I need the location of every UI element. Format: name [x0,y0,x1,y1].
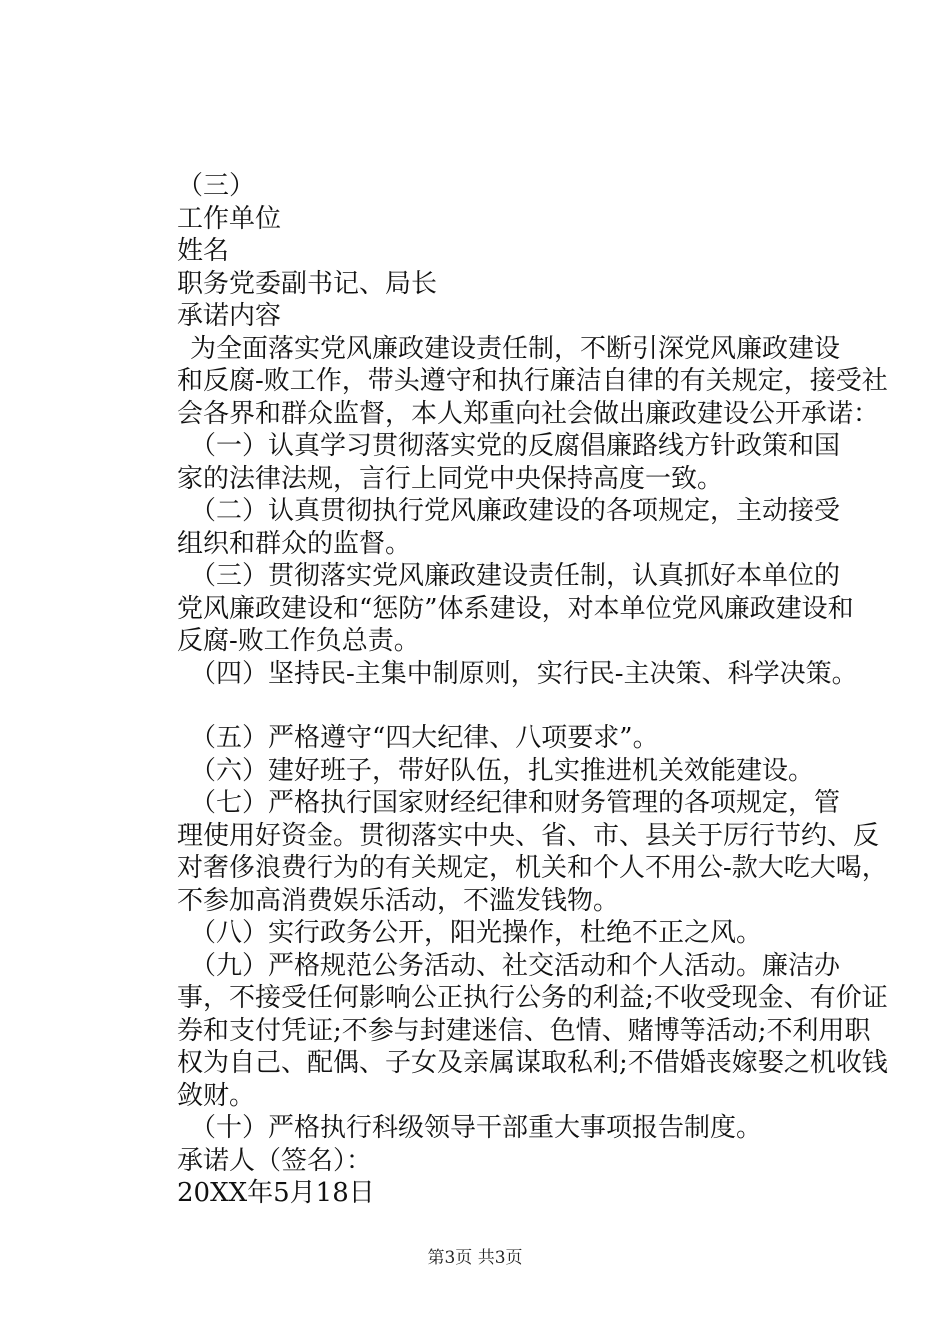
item-6: （六）建好班子，带好队伍，扎实推进机关效能建设。 [190,755,815,786]
item-9-line: 事，不接受任何影响公正执行公务的利益;不收受现金、有价证 [177,983,888,1013]
intro-line: 和反腐-败工作，带头遵守和执行廉洁自律的有关规定，接受社 [177,366,888,396]
item-7-line: 理使用好资金。贯彻落实中央、省、市、县关于厉行节约、反 [177,820,880,851]
intro-line: 为全面落实党风廉政建设责任制，不断引深党风廉政建设 [190,333,841,364]
item-3-line: 反腐-败工作负总责。 [177,626,420,656]
item-7-line: 对奢侈浪费行为的有关规定，机关和个人不用公-款大吃大喝， [177,853,888,883]
signature-line: 承诺人（签名）： [177,1145,373,1176]
field-name: 姓名 [177,236,230,266]
field-work-unit: 工作单位 [177,203,282,234]
item-5: （五）严格遵守“四大纪律、八项要求”。 [190,723,659,753]
page-footer: 第3页 共3页 [427,1248,523,1268]
item-9-line: 权为自己、配偶、子女及亲属谋取私利;不借婚丧嫁娶之机收钱 [177,1048,888,1078]
item-9-line: 敛财。 [177,1080,256,1111]
item-3-line: 党风廉政建设和“惩防”体系建设，对本单位党风廉政建设和 [177,593,854,624]
intro-line: 会各界和群众监督，本人郑重向社会做出廉政建设公开承诺： [177,398,880,429]
item-2-line: （二）认真贯彻执行党风廉政建设的各项规定，主动接受 [190,496,841,526]
item-1-line: 家的法律法规，言行上同党中央保持高度一致。 [177,463,724,494]
item-10: （十）严格执行科级领导干部重大事项报告制度。 [190,1113,763,1143]
item-3-line: （三）贯彻落实党风廉政建设责任制，认真抓好本单位的 [190,561,841,591]
field-position: 职务党委副书记、局长 [177,268,438,299]
item-4: （四）坚持民-主集中制原则，实行民-主决策、科学决策。 [190,658,858,689]
item-7-line: （七）严格执行国家财经纪律和财务管理的各项规定，管 [190,788,841,818]
date-line: 20XX年5月18日 [177,1178,375,1208]
section-number: （三） [177,171,256,201]
item-7-line: 不参加高消费娱乐活动，不滥发钱物。 [177,885,620,916]
document-body [177,170,888,1210]
item-8: （八）实行政务公开，阳光操作，杜绝不正之风。 [190,918,763,948]
item-9-line: 券和支付凭证;不参与封建迷信、色情、赌博等活动;不利用职 [177,1015,871,1046]
item-2-line: 组织和群众的监督。 [177,528,412,559]
item-9-line: （九）严格规范公务活动、社交活动和个人活动。廉洁办 [190,950,841,981]
item-1-line: （一）认真学习贯彻落实党的反腐倡廉路线方针政策和国 [190,431,841,461]
field-commitment-content: 承诺内容 [177,301,282,331]
